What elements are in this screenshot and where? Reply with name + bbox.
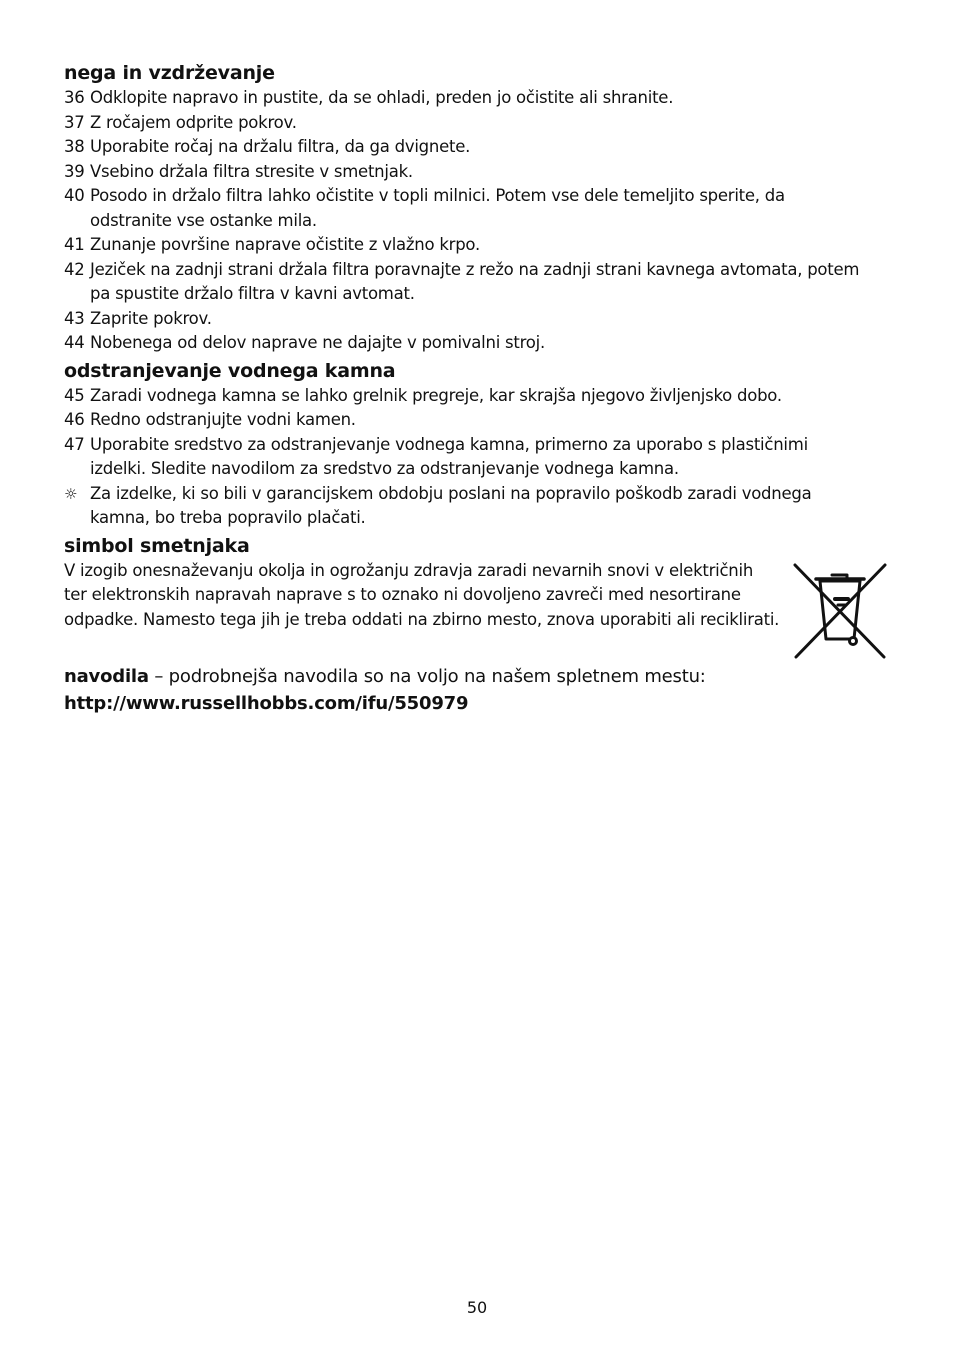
descale-heading: odstranjevanje vodnega kamna [64, 359, 396, 382]
item-text: Odklopite napravo in pustite, da se ohladi, preden jo očistite ali shranite. [90, 88, 674, 107]
item-number: 46 [64, 410, 85, 429]
item-number: 42 [64, 259, 85, 279]
item-number: 39 [64, 161, 85, 181]
care-section [64, 60, 864, 356]
item-text: Uporabite ročaj na držalu filtra, da ga dvignete. [90, 137, 471, 156]
item-number: 43 [64, 308, 85, 328]
item-text: Zaradi vodnega kamna se lahko grelnik pregreje, kar skrajša njegovo življenjsko dobo. [90, 385, 782, 405]
instructions-line [64, 663, 864, 690]
warning-note [64, 482, 864, 531]
item-number: 45 [64, 385, 85, 405]
page-number: 50 [466, 1298, 488, 1317]
bin-symbol-section [64, 533, 864, 661]
item-number: 36 [64, 88, 85, 107]
list-item [64, 160, 864, 185]
item-text: Posodo in držalo filtra lahko očistite v topli milnici. Potem vse dele temeljito sperite, da odstranite vse ostanke mila. [90, 186, 785, 230]
list-item [64, 111, 864, 136]
descale-section [64, 358, 864, 531]
item-number: 44 [64, 333, 85, 352]
descale-list [64, 384, 864, 531]
item-number: 37 [64, 112, 85, 132]
care-heading: nega in vzdrževanje [64, 62, 275, 84]
item-number: 38 [64, 137, 85, 156]
item-number: 40 [64, 186, 85, 205]
crossed-out-wheelie-bin-icon [792, 563, 888, 661]
note-text: Za izdelke, ki so bili v garancijskem obdobju poslani na popravilo poškodb zaradi vodnega kamna, bo treba popravilo plačati. [90, 483, 812, 527]
list-item [64, 233, 864, 258]
item-text: Jeziček na zadnji strani držala filtra poravnajte z režo na zadnji strani kavnega avtomata, potem pa spustite držalo filtra v kavni avtomat. [90, 259, 860, 303]
list-item [64, 384, 864, 409]
warning-sun-icon: ☼ [64, 484, 78, 503]
item-text: Zaprite pokrov. [90, 308, 212, 328]
care-list [64, 86, 864, 356]
page-content [64, 60, 864, 717]
instructions-url-link[interactable]: http://www.russellhobbs.com/ifu/550979 [64, 692, 469, 714]
item-text: Uporabite sredstvo za odstranjevanje vodnega kamna, primerno za uporabo s plastičnimi izdelki. Sledite navodilom za sredstvo za odstranjevanje vodnega kamna. [90, 434, 808, 478]
list-item [64, 307, 864, 332]
item-text: Z ročajem odprite pokrov. [90, 112, 297, 132]
item-number: 41 [64, 235, 85, 254]
instructions-label: navodila [64, 665, 149, 687]
list-item [64, 135, 864, 160]
bin-symbol-heading: simbol smetnjaka [64, 534, 250, 557]
bin-symbol-text: V izogib onesnaževanju okolja in ogrožanju zdravja zaradi nevarnih snovi v električnih ter elektronskih napravah naprave s to oznako ni dovoljeno zavreči med nesortirane odpadke. Namesto tega jih je treba oddati na zbirno mesto, znova uporabiti ali reciklirati. [64, 560, 780, 629]
list-item [64, 184, 864, 233]
list-item [64, 408, 864, 433]
item-text: Redno odstranjujte vodni kamen. [90, 410, 356, 429]
item-number: 47 [64, 434, 85, 454]
item-text: Vsebino držala filtra stresite v smetnjak. [90, 161, 413, 181]
bin-symbol-body [64, 559, 864, 661]
list-item [64, 331, 864, 356]
list-item [64, 433, 864, 482]
list-item [64, 258, 864, 307]
item-text: Nobenega od delov naprave ne dajajte v pomivalni stroj. [90, 333, 545, 352]
instructions-text: – podrobnejša navodila so na voljo na našem spletnem mestu: [148, 665, 706, 687]
item-text: Zunanje površine naprave očistite z vlažno krpo. [90, 235, 480, 254]
list-item [64, 86, 864, 111]
